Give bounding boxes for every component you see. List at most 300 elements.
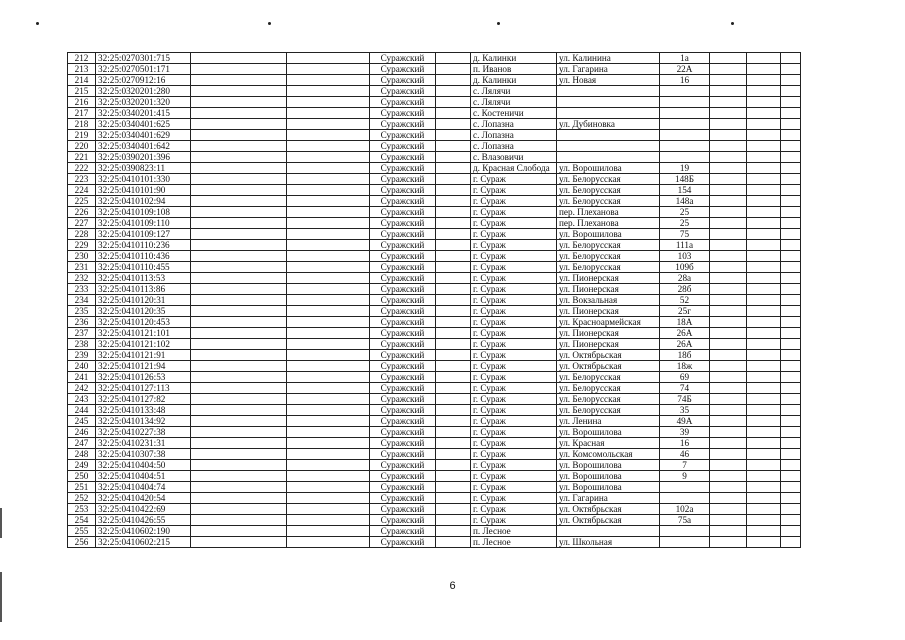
- empty-cell: [781, 119, 801, 130]
- empty-cell: [781, 493, 801, 504]
- empty-cell: [436, 108, 471, 119]
- empty-cell: [781, 405, 801, 416]
- empty-cell: [436, 141, 471, 152]
- scan-mark-dot: [268, 22, 271, 25]
- empty-cell: [287, 75, 370, 86]
- empty-cell: [436, 493, 471, 504]
- empty-cell: [747, 130, 781, 141]
- empty-cell: [710, 394, 747, 405]
- empty-cell: [436, 75, 471, 86]
- house-number: 46: [660, 449, 710, 460]
- empty-cell: [191, 306, 287, 317]
- row-number: 227: [68, 218, 96, 229]
- street-name: ул. Белорусская: [557, 174, 660, 185]
- empty-cell: [436, 372, 471, 383]
- empty-cell: [287, 262, 370, 273]
- empty-cell: [710, 163, 747, 174]
- house-number: 19: [660, 163, 710, 174]
- cadastral-number: 32:25:0410102:94: [96, 196, 191, 207]
- district-name: Суражский: [370, 218, 436, 229]
- empty-cell: [287, 537, 370, 548]
- empty-cell: [781, 75, 801, 86]
- empty-cell: [436, 317, 471, 328]
- cadastral-number: 32:25:0410109:108: [96, 207, 191, 218]
- empty-cell: [747, 493, 781, 504]
- settlement-name: г. Сураж: [471, 427, 557, 438]
- street-name: [557, 141, 660, 152]
- house-number: 75: [660, 229, 710, 240]
- empty-cell: [191, 515, 287, 526]
- empty-cell: [747, 64, 781, 75]
- row-number: 228: [68, 229, 96, 240]
- row-number: 222: [68, 163, 96, 174]
- empty-cell: [710, 339, 747, 350]
- house-number: 49А: [660, 416, 710, 427]
- street-name: ул. Белорусская: [557, 383, 660, 394]
- empty-cell: [191, 229, 287, 240]
- row-number: 236: [68, 317, 96, 328]
- empty-cell: [287, 163, 370, 174]
- settlement-name: г. Сураж: [471, 262, 557, 273]
- house-number: 18А: [660, 317, 710, 328]
- row-number: 241: [68, 372, 96, 383]
- street-name: ул. Пионерская: [557, 339, 660, 350]
- empty-cell: [710, 471, 747, 482]
- empty-cell: [287, 482, 370, 493]
- district-name: Суражский: [370, 185, 436, 196]
- empty-cell: [747, 482, 781, 493]
- table-row: [68, 482, 801, 493]
- empty-cell: [191, 207, 287, 218]
- empty-cell: [747, 284, 781, 295]
- empty-cell: [287, 317, 370, 328]
- empty-cell: [747, 240, 781, 251]
- empty-cell: [781, 427, 801, 438]
- settlement-name: г. Сураж: [471, 196, 557, 207]
- empty-cell: [287, 449, 370, 460]
- row-number: 230: [68, 251, 96, 262]
- table-row: [68, 526, 801, 537]
- settlement-name: г. Сураж: [471, 471, 557, 482]
- empty-cell: [710, 273, 747, 284]
- empty-cell: [710, 97, 747, 108]
- empty-cell: [710, 185, 747, 196]
- settlement-name: г. Сураж: [471, 394, 557, 405]
- empty-cell: [781, 526, 801, 537]
- table-row: [68, 339, 801, 350]
- cadastral-number: 32:25:0390823:11: [96, 163, 191, 174]
- empty-cell: [747, 262, 781, 273]
- district-name: Суражский: [370, 394, 436, 405]
- house-number: [660, 86, 710, 97]
- district-name: Суражский: [370, 196, 436, 207]
- table-row: [68, 438, 801, 449]
- row-number: 231: [68, 262, 96, 273]
- settlement-name: г. Сураж: [471, 493, 557, 504]
- empty-cell: [191, 471, 287, 482]
- street-name: [557, 97, 660, 108]
- district-name: Суражский: [370, 53, 436, 64]
- empty-cell: [436, 471, 471, 482]
- street-name: [557, 130, 660, 141]
- row-number: 217: [68, 108, 96, 119]
- empty-cell: [287, 97, 370, 108]
- empty-cell: [436, 262, 471, 273]
- empty-cell: [781, 460, 801, 471]
- street-name: ул. Октябрьская: [557, 515, 660, 526]
- empty-cell: [710, 251, 747, 262]
- empty-cell: [710, 526, 747, 537]
- cadastral-number: 32:25:0410602:215: [96, 537, 191, 548]
- house-number: [660, 130, 710, 141]
- row-number: 255: [68, 526, 96, 537]
- settlement-name: г. Сураж: [471, 229, 557, 240]
- empty-cell: [710, 504, 747, 515]
- empty-cell: [287, 306, 370, 317]
- settlement-name: д. Красная Слобода: [471, 163, 557, 174]
- empty-cell: [781, 416, 801, 427]
- cadastral-number: 32:25:0410121:102: [96, 339, 191, 350]
- street-name: ул. Школьная: [557, 537, 660, 548]
- empty-cell: [436, 394, 471, 405]
- empty-cell: [191, 97, 287, 108]
- empty-cell: [781, 504, 801, 515]
- empty-cell: [436, 64, 471, 75]
- table-row: [68, 405, 801, 416]
- empty-cell: [436, 537, 471, 548]
- settlement-name: с. Лопазна: [471, 119, 557, 130]
- empty-cell: [710, 317, 747, 328]
- empty-cell: [436, 119, 471, 130]
- street-name: ул. Белорусская: [557, 372, 660, 383]
- district-name: Суражский: [370, 97, 436, 108]
- row-number: 248: [68, 449, 96, 460]
- row-number: 254: [68, 515, 96, 526]
- cadastral-number: 32:25:0410101:330: [96, 174, 191, 185]
- table-row: [68, 515, 801, 526]
- district-name: Суражский: [370, 361, 436, 372]
- house-number: 35: [660, 405, 710, 416]
- empty-cell: [436, 504, 471, 515]
- empty-cell: [287, 141, 370, 152]
- empty-cell: [710, 119, 747, 130]
- empty-cell: [747, 449, 781, 460]
- street-name: ул. Гагарина: [557, 64, 660, 75]
- empty-cell: [710, 130, 747, 141]
- settlement-name: г. Сураж: [471, 449, 557, 460]
- empty-cell: [710, 218, 747, 229]
- house-number: 52: [660, 295, 710, 306]
- empty-cell: [191, 328, 287, 339]
- empty-cell: [287, 416, 370, 427]
- settlement-name: г. Сураж: [471, 306, 557, 317]
- street-name: ул. Красная: [557, 438, 660, 449]
- table-row: [68, 64, 801, 75]
- house-number: 103: [660, 251, 710, 262]
- table-row: [68, 108, 801, 119]
- district-name: Суражский: [370, 405, 436, 416]
- empty-cell: [287, 229, 370, 240]
- row-number: 242: [68, 383, 96, 394]
- empty-cell: [747, 295, 781, 306]
- empty-cell: [710, 64, 747, 75]
- empty-cell: [191, 383, 287, 394]
- empty-cell: [710, 284, 747, 295]
- empty-cell: [191, 361, 287, 372]
- table-row: [68, 119, 801, 130]
- table-row: [68, 361, 801, 372]
- table-row: [68, 152, 801, 163]
- cadastral-number: 32:25:0410426:55: [96, 515, 191, 526]
- street-name: ул. Красноармейская: [557, 317, 660, 328]
- district-name: Суражский: [370, 493, 436, 504]
- empty-cell: [710, 416, 747, 427]
- empty-cell: [287, 515, 370, 526]
- empty-cell: [191, 317, 287, 328]
- empty-cell: [191, 273, 287, 284]
- settlement-name: г. Сураж: [471, 416, 557, 427]
- district-name: Суражский: [370, 240, 436, 251]
- empty-cell: [781, 438, 801, 449]
- empty-cell: [781, 383, 801, 394]
- house-number: 109б: [660, 262, 710, 273]
- empty-cell: [436, 196, 471, 207]
- empty-cell: [436, 229, 471, 240]
- empty-cell: [287, 86, 370, 97]
- house-number: [660, 97, 710, 108]
- empty-cell: [747, 306, 781, 317]
- empty-cell: [191, 526, 287, 537]
- empty-cell: [747, 383, 781, 394]
- empty-cell: [747, 526, 781, 537]
- empty-cell: [747, 207, 781, 218]
- empty-cell: [747, 317, 781, 328]
- cadastral-number: 32:25:0410404:51: [96, 471, 191, 482]
- empty-cell: [710, 108, 747, 119]
- cadastral-number: 32:25:0410127:113: [96, 383, 191, 394]
- district-name: Суражский: [370, 64, 436, 75]
- district-name: Суражский: [370, 383, 436, 394]
- settlement-name: с. Лопазна: [471, 141, 557, 152]
- street-name: ул. Пионерская: [557, 328, 660, 339]
- empty-cell: [710, 515, 747, 526]
- empty-cell: [747, 372, 781, 383]
- row-number: 215: [68, 86, 96, 97]
- street-name: пер. Плеханова: [557, 218, 660, 229]
- empty-cell: [436, 86, 471, 97]
- empty-cell: [710, 383, 747, 394]
- empty-cell: [191, 394, 287, 405]
- empty-cell: [781, 207, 801, 218]
- empty-cell: [436, 295, 471, 306]
- empty-cell: [191, 174, 287, 185]
- empty-cell: [781, 284, 801, 295]
- cadastral-number: 32:25:0410121:91: [96, 350, 191, 361]
- house-number: [660, 526, 710, 537]
- empty-cell: [710, 438, 747, 449]
- empty-cell: [781, 350, 801, 361]
- empty-cell: [287, 460, 370, 471]
- district-name: Суражский: [370, 449, 436, 460]
- empty-cell: [781, 141, 801, 152]
- settlement-name: д. Калинки: [471, 75, 557, 86]
- empty-cell: [747, 97, 781, 108]
- district-name: Суражский: [370, 108, 436, 119]
- district-name: Суражский: [370, 328, 436, 339]
- house-number: 39: [660, 427, 710, 438]
- row-number: 229: [68, 240, 96, 251]
- settlement-name: г. Сураж: [471, 273, 557, 284]
- empty-cell: [191, 295, 287, 306]
- cadastral-number: 32:25:0410120:31: [96, 295, 191, 306]
- street-name: ул. Белорусская: [557, 262, 660, 273]
- empty-cell: [781, 53, 801, 64]
- empty-cell: [781, 471, 801, 482]
- empty-cell: [436, 416, 471, 427]
- empty-cell: [747, 229, 781, 240]
- empty-cell: [781, 537, 801, 548]
- empty-cell: [436, 273, 471, 284]
- row-number: 239: [68, 350, 96, 361]
- empty-cell: [287, 526, 370, 537]
- house-number: 16: [660, 438, 710, 449]
- empty-cell: [436, 130, 471, 141]
- empty-cell: [747, 350, 781, 361]
- empty-cell: [287, 328, 370, 339]
- row-number: 232: [68, 273, 96, 284]
- cadastral-number: 32:25:0410121:94: [96, 361, 191, 372]
- cadastral-number: 32:25:0410121:101: [96, 328, 191, 339]
- district-name: Суражский: [370, 460, 436, 471]
- empty-cell: [191, 119, 287, 130]
- empty-cell: [287, 295, 370, 306]
- empty-cell: [191, 438, 287, 449]
- empty-cell: [747, 163, 781, 174]
- settlement-name: г. Сураж: [471, 339, 557, 350]
- district-name: Суражский: [370, 174, 436, 185]
- empty-cell: [781, 361, 801, 372]
- table-row: [68, 97, 801, 108]
- house-number: 25: [660, 218, 710, 229]
- street-name: ул. Гагарина: [557, 493, 660, 504]
- table-row: [68, 251, 801, 262]
- house-number: 9: [660, 471, 710, 482]
- row-number: 234: [68, 295, 96, 306]
- settlement-name: г. Сураж: [471, 207, 557, 218]
- empty-cell: [710, 306, 747, 317]
- row-number: 224: [68, 185, 96, 196]
- settlement-name: с. Влазовичи: [471, 152, 557, 163]
- cadastral-number: 32:25:0410422:69: [96, 504, 191, 515]
- house-number: 25: [660, 207, 710, 218]
- empty-cell: [436, 53, 471, 64]
- empty-cell: [287, 493, 370, 504]
- empty-cell: [287, 174, 370, 185]
- row-number: 251: [68, 482, 96, 493]
- empty-cell: [436, 361, 471, 372]
- empty-cell: [781, 372, 801, 383]
- empty-cell: [710, 262, 747, 273]
- empty-cell: [747, 273, 781, 284]
- row-number: 243: [68, 394, 96, 405]
- row-number: 216: [68, 97, 96, 108]
- street-name: ул. Белорусская: [557, 185, 660, 196]
- row-number: 245: [68, 416, 96, 427]
- street-name: ул. Белорусская: [557, 405, 660, 416]
- table-row: [68, 383, 801, 394]
- district-name: Суражский: [370, 526, 436, 537]
- row-number: 214: [68, 75, 96, 86]
- empty-cell: [781, 163, 801, 174]
- empty-cell: [781, 174, 801, 185]
- row-number: 221: [68, 152, 96, 163]
- empty-cell: [710, 361, 747, 372]
- cadastral-number: 32:25:0320201:320: [96, 97, 191, 108]
- settlement-name: г. Сураж: [471, 328, 557, 339]
- empty-cell: [781, 196, 801, 207]
- scan-edge-line: [0, 508, 2, 538]
- empty-cell: [436, 152, 471, 163]
- empty-cell: [287, 284, 370, 295]
- empty-cell: [710, 537, 747, 548]
- empty-cell: [191, 64, 287, 75]
- house-number: [660, 141, 710, 152]
- street-name: ул. Ворошилова: [557, 460, 660, 471]
- empty-cell: [747, 86, 781, 97]
- empty-cell: [287, 240, 370, 251]
- street-name: ул. Белорусская: [557, 240, 660, 251]
- table-row: [68, 295, 801, 306]
- empty-cell: [436, 306, 471, 317]
- house-number: 148а: [660, 196, 710, 207]
- street-name: ул. Ворошилова: [557, 163, 660, 174]
- empty-cell: [287, 251, 370, 262]
- empty-cell: [747, 460, 781, 471]
- empty-cell: [747, 361, 781, 372]
- empty-cell: [747, 152, 781, 163]
- row-number: 233: [68, 284, 96, 295]
- cadastral-number: 32:25:0410109:110: [96, 218, 191, 229]
- district-name: Суражский: [370, 427, 436, 438]
- empty-cell: [781, 218, 801, 229]
- empty-cell: [436, 438, 471, 449]
- district-name: Суражский: [370, 284, 436, 295]
- house-number: 74: [660, 383, 710, 394]
- street-name: ул. Белорусская: [557, 196, 660, 207]
- empty-cell: [436, 449, 471, 460]
- empty-cell: [287, 53, 370, 64]
- empty-cell: [191, 196, 287, 207]
- table-row: [68, 306, 801, 317]
- district-name: Суражский: [370, 471, 436, 482]
- house-number: [660, 482, 710, 493]
- cadastral-number: 32:25:0340401:629: [96, 130, 191, 141]
- table-row: [68, 53, 801, 64]
- empty-cell: [781, 152, 801, 163]
- empty-cell: [191, 482, 287, 493]
- table-row: [68, 75, 801, 86]
- table-row: [68, 284, 801, 295]
- house-number: [660, 108, 710, 119]
- empty-cell: [287, 504, 370, 515]
- empty-cell: [747, 438, 781, 449]
- empty-cell: [436, 460, 471, 471]
- empty-cell: [191, 251, 287, 262]
- cadastral-number: 32:25:0410110:455: [96, 262, 191, 273]
- cadastral-number: 32:25:0410109:127: [96, 229, 191, 240]
- street-name: ул. Октябрьская: [557, 504, 660, 515]
- settlement-name: п. Лесное: [471, 526, 557, 537]
